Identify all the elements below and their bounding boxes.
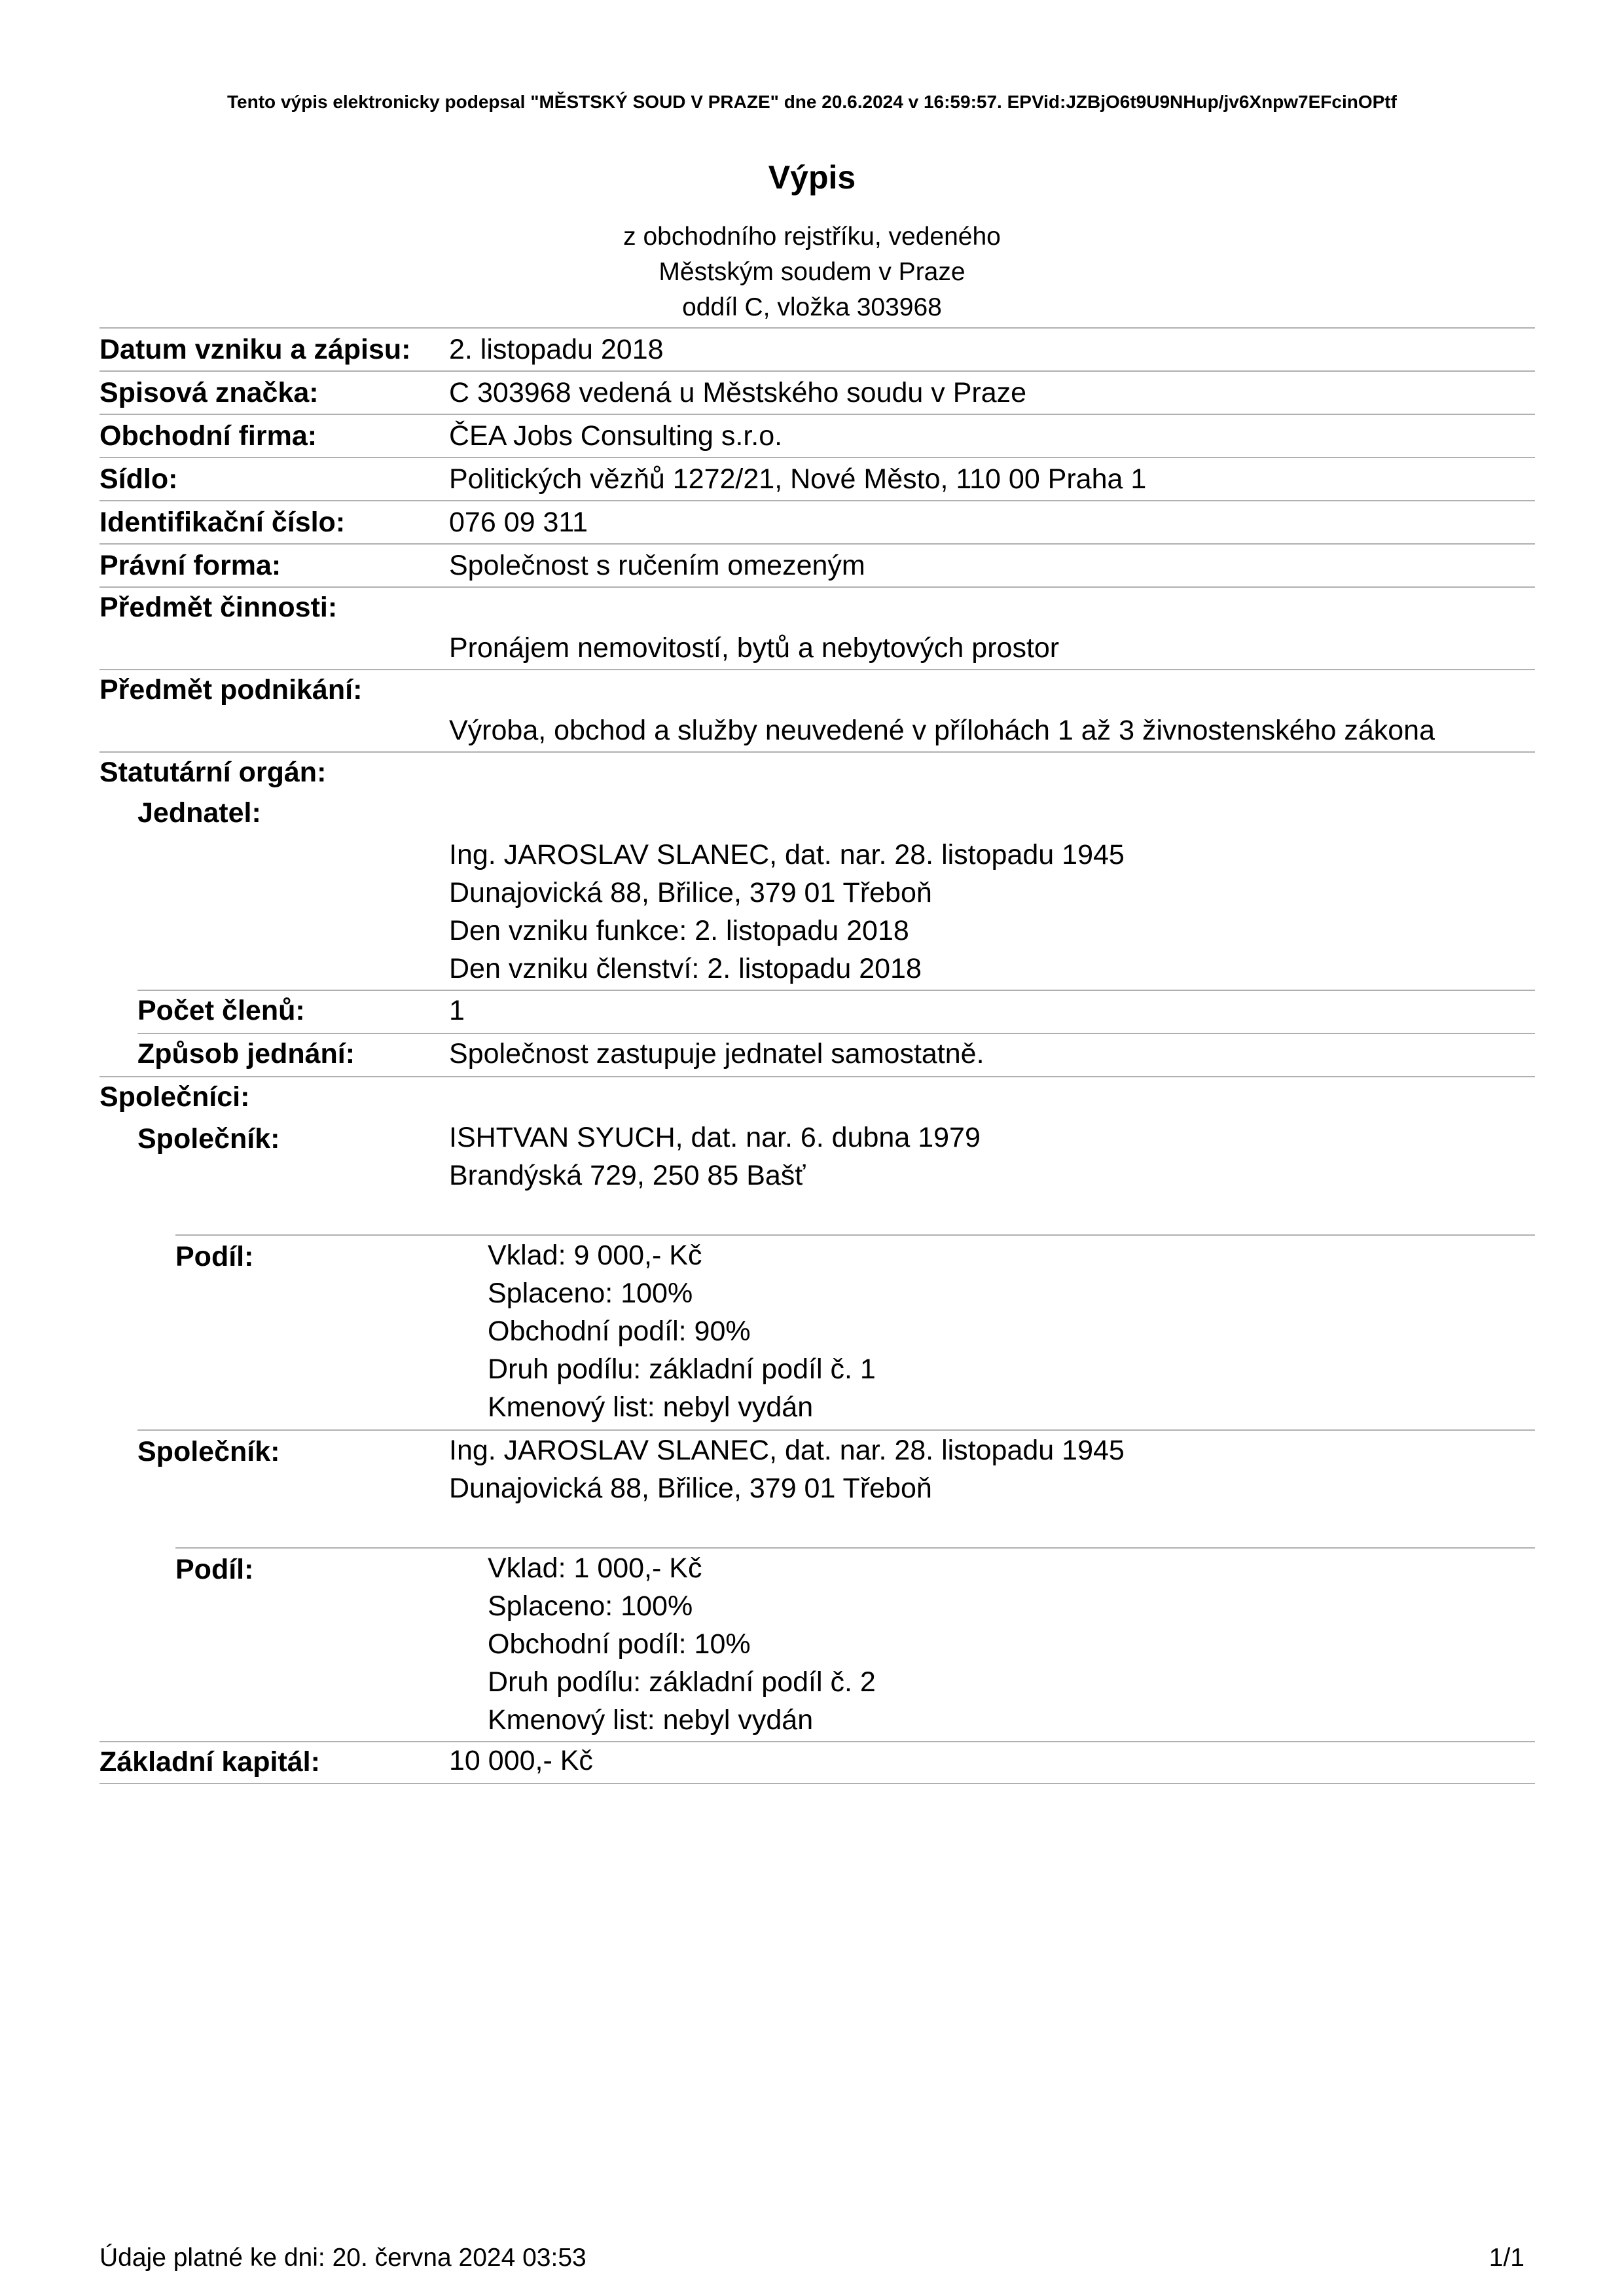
share-2-line-2: Splaceno: 100% — [488, 1590, 693, 1622]
share-1-label: Podíl: — [175, 1241, 254, 1272]
executive-label: Jednatel: — [137, 797, 261, 829]
executive-line-2: Dunajovická 88, Břilice, 379 01 Třeboň — [449, 877, 932, 908]
page-number: 1/1 — [1489, 2244, 1525, 2272]
share-1-line-4: Druh podílu: základní podíl č. 1 — [488, 1354, 876, 1385]
divider — [99, 751, 1535, 753]
partner-2-line-2: Dunajovická 88, Břilice, 379 01 Třeboň — [449, 1473, 932, 1504]
activity-label: Předmět činnosti: — [99, 592, 338, 623]
divider — [99, 370, 1535, 372]
founding-date-label: Datum vzniku a zápisu: — [99, 334, 411, 365]
divider — [175, 1234, 1535, 1236]
divider — [175, 1547, 1535, 1549]
partners-label: Společníci: — [99, 1081, 250, 1113]
partner-1-line-1: ISHTVAN SYUCH, dat. nar. 6. dubna 1979 — [449, 1122, 981, 1153]
divider — [99, 543, 1535, 545]
file-number-label: Spisová značka: — [99, 377, 319, 408]
member-count-value: 1 — [449, 995, 465, 1026]
partner-2-label: Společník: — [137, 1436, 280, 1467]
divider — [99, 1076, 1535, 1077]
business-subject-value: Výroba, obchod a služby neuvedené v přílohách 1 až 3 živnostenského zákona — [449, 715, 1435, 746]
registered-office-label: Sídlo: — [99, 463, 178, 495]
founding-date-value: 2. listopadu 2018 — [449, 334, 664, 365]
divider — [137, 990, 1535, 991]
divider — [99, 586, 1535, 588]
id-number-label: Identifikační číslo: — [99, 507, 346, 538]
member-count-label: Počet členů: — [137, 995, 305, 1026]
subtitle-line-1: z obchodního rejstříku, vedeného — [623, 223, 1001, 251]
divider — [99, 1783, 1535, 1784]
acting-method-value: Společnost zastupuje jednatel samostatně. — [449, 1038, 984, 1069]
capital-label: Základní kapitál: — [99, 1746, 320, 1778]
divider — [99, 414, 1535, 415]
divider — [99, 1741, 1535, 1742]
partner-1-line-2: Brandýská 729, 250 85 Bašť — [449, 1160, 806, 1191]
electronic-signature-note: Tento výpis elektronicky podepsal "MĚSTSKÝ SOUD V PRAZE" dne 20.6.2024 v 16:59:57. EPVid:JZBjO6t9U9NHup/jv6Xnpw7EFcinOPtf — [227, 92, 1397, 112]
share-1-line-3: Obchodní podíl: 90% — [488, 1316, 751, 1347]
id-number-value: 076 09 311 — [449, 507, 588, 538]
divider — [137, 1033, 1535, 1034]
executive-line-4: Den vzniku členství: 2. listopadu 2018 — [449, 953, 922, 984]
statutory-body-label: Statutární orgán: — [99, 757, 327, 788]
divider — [137, 1429, 1535, 1431]
share-1-line-1: Vklad: 9 000,- Kč — [488, 1240, 702, 1271]
share-2-label: Podíl: — [175, 1554, 254, 1585]
share-1-line-5: Kmenový list: nebyl vydán — [488, 1391, 814, 1423]
company-name-value: ČEA Jobs Consulting s.r.o. — [449, 420, 783, 452]
file-number-value: C 303968 vedená u Městského soudu v Praze — [449, 377, 1027, 408]
divider — [99, 500, 1535, 501]
share-1-line-2: Splaceno: 100% — [488, 1278, 693, 1309]
divider — [99, 457, 1535, 458]
executive-line-3: Den vzniku funkce: 2. listopadu 2018 — [449, 915, 909, 946]
partner-1-label: Společník: — [137, 1123, 280, 1155]
capital-value: 10 000,- Kč — [449, 1745, 593, 1776]
executive-line-1: Ing. JAROSLAV SLANEC, dat. nar. 28. listopadu 1945 — [449, 839, 1125, 870]
acting-method-label: Způsob jednání: — [137, 1038, 355, 1069]
business-subject-label: Předmět podnikání: — [99, 674, 363, 706]
document-title: Výpis — [768, 159, 856, 196]
activity-value: Pronájem nemovitostí, bytů a nebytových prostor — [449, 632, 1060, 664]
share-2-line-5: Kmenový list: nebyl vydán — [488, 1704, 814, 1736]
validity-date: Údaje platné ke dni: 20. června 2024 03:53 — [99, 2244, 586, 2272]
registered-office-value: Politických vězňů 1272/21, Nové Město, 110 00 Praha 1 — [449, 463, 1147, 495]
company-name-label: Obchodní firma: — [99, 420, 317, 452]
legal-form-value: Společnost s ručením omezeným — [449, 550, 865, 581]
divider — [99, 327, 1535, 329]
subtitle-line-3: oddíl C, vložka 303968 — [682, 293, 942, 321]
subtitle-line-2: Městským soudem v Praze — [659, 258, 965, 286]
share-2-line-3: Obchodní podíl: 10% — [488, 1628, 751, 1660]
legal-form-label: Právní forma: — [99, 550, 281, 581]
divider — [99, 669, 1535, 670]
share-2-line-4: Druh podílu: základní podíl č. 2 — [488, 1666, 876, 1698]
share-2-line-1: Vklad: 1 000,- Kč — [488, 1552, 702, 1584]
partner-2-line-1: Ing. JAROSLAV SLANEC, dat. nar. 28. listopadu 1945 — [449, 1435, 1125, 1466]
